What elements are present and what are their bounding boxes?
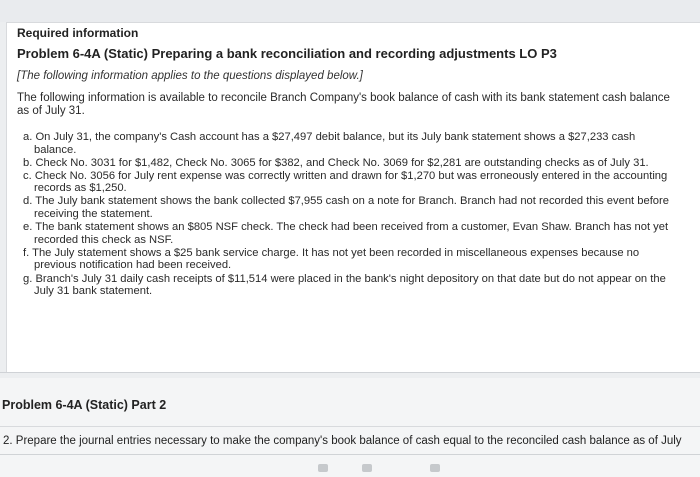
list-item: a. On July 31, the company's Cash account has a $27,497 debit balance, but its July bank statement shows a $27,233 cash balance. [23,131,636,156]
part2-divider [0,426,700,427]
link-icon[interactable] [362,464,372,472]
top-bar [0,0,700,22]
intro-paragraph: The following information is available to reconcile Branch Company's book balance of cash with its bank statement cash balance as of July 31. [17,92,670,117]
list-item: d. The July bank statement shows the bank collected $7,955 cash on a note for Branch. Branch had not recorded this event before receiving the statement. [23,195,669,221]
problem-title: Problem 6-4A (Static) Preparing a bank reconciliation and recording adjustments LO P3 [17,46,557,61]
required-information-heading: Required information [17,26,139,40]
part2-question: 2. Prepare the journal entries necessary to make the company's book balance of cash equal to the reconciled cash balance as of July [3,435,682,447]
part2-section [0,378,700,477]
section-divider [0,372,700,373]
list-item: b. Check No. 3031 for $1,482, Check No. 3065 for $382, and Check No. 3069 for $2,281 are outstanding checks as of July 31. [23,156,649,169]
grid-icon[interactable] [430,464,440,472]
applies-note: [The following information applies to the questions displayed below.] [17,70,363,82]
part2-title: Problem 6-4A (Static) Part 2 [2,398,167,412]
list-item: c. Check No. 3056 for July rent expense was correctly written and drawn for $1,270 but was erroneously entered in the accounting records as $1,250. [23,169,668,195]
list-item: g. Branch's July 31 daily cash receipts of $11,514 were placed in the bank's night depository on that date but do not appear on the July 31 bank statement. [23,272,666,298]
information-list [17,131,677,298]
question-divider [0,454,700,455]
list-item: e. The bank statement shows an $805 NSF check. The check had been received from a customer, Evan Shaw. Branch has not yet recorded this check as NSF. [23,221,669,246]
list-item: f. The July statement shows a $25 bank service charge. It has not yet been recorded in miscellaneous expenses because no previous notification had been received. [23,246,640,272]
answer-toolbar [0,460,700,477]
toolbar-icon[interactable] [318,464,328,472]
